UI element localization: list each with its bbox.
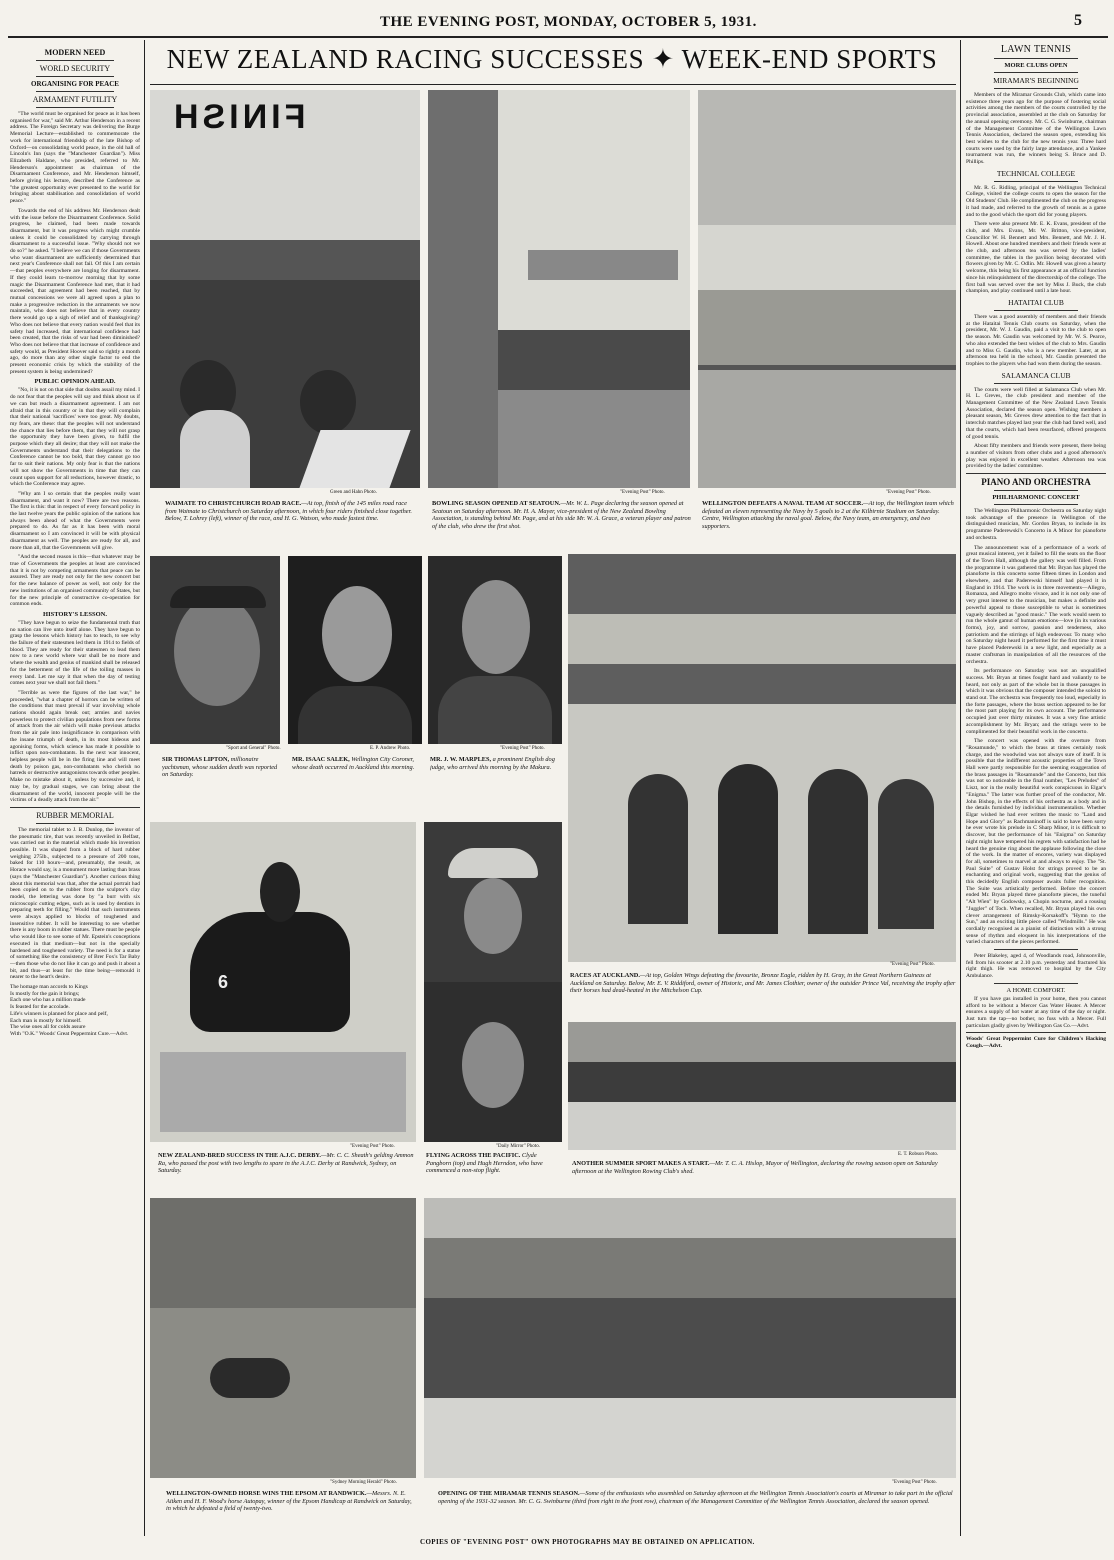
article-paragraph: "And the second reason is this—that whatever may be true of Governments the peoples at least are convinced that it is not by competing armaments that peace can be assured. They are ready not only for the new concert but for the new balance of power as well, not only for the new institutions of an organised community of States, but for the new principle of constructive co-operation for common ends. <box>10 554 140 608</box>
caption-title: FLYING ACROSS THE PACIFIC. <box>426 1152 521 1159</box>
team-photo-bottom <box>698 370 956 488</box>
article-paragraph: The announcement was of a performance of a work of great musical interest, yet it failed to fill the seats on the floor of the Town Hall, although the gallery was well filled. From the programme it was gathered that Mr. Bryan has played the pianoforte in this concerto some fifteen times in London and elsewhere, and that Paderewski himself had played it in England in 1914. The work is in three movements—Allegro, Romanza, and Allegro molto vivace, and it is not only one of very great interest to the musician, but makes a definite and powerful appeal to those susceptible to what is sometimes vaguely described as "good music." The work would seem to run the whole gamut of human emotions—love (in its various forms), joy, and sorrow, passion and tenderness, also patriotism and the stirrings of high endeavour. To many who on Saturday night heard it performed for the first time it must have placed Paderewski in a new light, and especially as a master craftsman in manipulation of all the resources of the orchestra. <box>966 544 1106 665</box>
photo-jw-marples <box>428 556 562 744</box>
caption-waimate <box>165 500 420 546</box>
caption-body: —At top, Golden Wings defeating the favourite, Bronze Eagle, ridden by H. Gray, in the Great Northern Guineas at Auckland on Saturday. Below, Mr. E. V. Riddiford, owner of Historic, and Mr. James Clothier, owner of the outsider Prince Val, receiving the trophy after their horses had dead-heated in the Mitchelson Cup. <box>570 972 956 995</box>
article-paragraph: Its performance on Saturday was not an unqualified success. Mr. Bryan at times fought hard and valiantly to be heard, not only as part of the whole but in those passages in which it was obvious that the composer intended the soloist to stand out. The orchestra was frequently too loud, especially in the forte passages, where the brass section appeared to be for the most part playing for its own account. The performance occupied just over thirty minutes. It was a very fine artistic accomplishment by Mr. Bryan; and the strings were to be complimented for their beautiful work in the concerto. <box>966 668 1106 735</box>
left-column <box>10 46 140 1534</box>
yachting-cap <box>170 586 266 608</box>
person <box>808 769 868 934</box>
photo-credit: "Evening Post" Photo. <box>892 1480 937 1485</box>
caption-title: BOWLING SEASON OPENED AT SEATOUN. <box>432 500 561 507</box>
right-column-subtitle: MIRAMAR'S BEGINNING <box>993 76 1079 85</box>
caption-body: Clyde Pangborn (top) and Hugh Herndon, who have commenced a non-stop flight. <box>426 1152 543 1175</box>
article-paragraph: There was a good assembly of members and their friends at the Hataitai Tennis Club courts on Saturday, when the president, Mr. W. J. Gaudin, paid a visit to the club to open the season. Mr. Gaudin was welcomed by Mr. W. S. Pearce, who also extended the best wishes of the club to Mrs. Gaudin and to Miss G. Gaudin, who is a new member. Later, at an afternoon tea held in the school, Mr. Gaudin presented the trophies to the players who had won them during the season. <box>966 313 1106 367</box>
divider <box>36 91 114 92</box>
photo-credit: "Evening Post" Photo. <box>500 746 545 751</box>
caption-body: —Mr. W. L. Page declaring the season opened at Seatoun on Saturday afternoon. Mr. H. A. Mayer, vice-president of the New Zealand Bowling Association, is standing behind Mr. Page, and at his side Mr. W. A. Grace, a veteran player and patron of the club, who drew the first shot. <box>432 500 691 530</box>
caption-miramar <box>438 1490 956 1530</box>
right-column-title: LAWN TENNIS <box>1000 44 1072 55</box>
article-paragraph: If you have gas installed in your home, then you cannot afford to be without a Mercer Gas Water Heater. A Mercer ensures a supply of hot water at any time of the day or night. Just turn the tap—no bother, no fuss with a Mercer. Full particulars gladly given by Wellington Gas Co.—Advt. <box>966 995 1106 1029</box>
divider <box>994 181 1078 182</box>
divider <box>994 949 1078 950</box>
page-number: 5 <box>1074 12 1082 29</box>
spectators <box>568 1102 956 1150</box>
divider <box>994 72 1078 73</box>
trophy <box>180 410 250 488</box>
divider <box>994 490 1078 491</box>
caption-title: ANOTHER SUMMER SPORT MAKES A START. <box>572 1160 710 1167</box>
bowling-green <box>498 390 690 488</box>
article-paragraph: The concert was opened with the overture from "Rosamunde," to which the brass at times certainly took charge, and the woodwind was not always sure of itself. It is possible that the indifferent acoustic properties of the Town Hall were partly responsible for the seeming exaggeration of the brass passages in "Rosamunde" and the Concerto, but this was not so noticeable in the final number, "Les Preludes" of Liszt, nor in the really beautiful work conspicuous in Elgar's "Enigma." The latter was further proof of the conductor, Mr. John Bishop, in the effects of his orchestra as a body and in the details furnished by individual instrumentalists. Whether Elgar wished he had ever written the music to "Land and Hope and Glory" as Rachmaninoff is said to have been sorry he ever wrote his prelude in C Sharp Minor, it is difficult to discover, but the performance of his "Enigma" on Saturday night might have tempered his regrets with satisfaction had he heard the genuine ring about the applause following the close of the work. In the matter of encores, variety was displayed for all, sometimes to marvel at and always to enjoy. The "St. Paul Suite" of Gustav Holst for strings proved to be an enchanting and original work, suggesting that the genius of this decidedly English composer awaits fuller recognition. The Suite was artistically performed. Before the concert ended Mr. Bryan played three pianoforte pieces, the tuneful "Alt Wien" by Godowsky, a Chopin nocturne, and a rousing "Juggler" of Toch. When recalled, Mr. Bryan played his own clever arrangement of Rimsky-Korsakoff's "Hymn to the Sun," and an exciting little piece called "Windmills." He was cordially recognised as a pianist of distinction with a strong sense of rhythm and eloquent in his interpretations of the varied characters of the pieces performed. <box>966 738 1106 946</box>
photo-copies-notice: COPIES OF "EVENING POST" OWN PHOTOGRAPHS MAY BE OBTAINED ON APPLICATION. <box>420 1538 755 1546</box>
pitch <box>698 290 956 365</box>
divider <box>36 60 114 61</box>
divider <box>994 983 1078 984</box>
column-rule-right <box>960 40 961 1536</box>
photo-rowing-season <box>568 1022 956 1150</box>
section-heading: PUBLIC OPINION AHEAD. <box>34 378 116 386</box>
masthead-rule <box>8 36 1108 38</box>
caption-title: WELLINGTON DEFEATS A NAVAL TEAM AT SOCCER. <box>702 500 864 507</box>
sash <box>299 430 410 488</box>
right-column <box>966 40 1106 1534</box>
person <box>628 774 688 924</box>
portrait-face <box>462 580 530 674</box>
photo-thomas-lipton <box>150 556 280 744</box>
advert-line: Woods' Great Peppermint Cure for Children's Hacking Cough.—Advt. <box>966 1036 1106 1050</box>
hat <box>448 848 538 878</box>
rider-head <box>300 370 356 434</box>
grandstand <box>150 1198 416 1308</box>
divider <box>994 88 1078 89</box>
article-paragraph: Members of the Miramar Grounds Club, which came into existence three years ago for the purpose of fostering social activities among the members of the courts controlled by the provincial association, assembled at the club on Saturday for the annual opening ceremony. Mr. C. G. Swinburne, chairman of the Management Committee of the Wellington Lawn Tennis Association, declared the season open, extending his best wishes to the club for the new tennis year. Three hard courts were used by the fairly large attendance, and a Yankee tournament was run, the winners being S. Bruce and D. Phillips. <box>966 92 1106 166</box>
caption-body: a prominent English dog judge, who arrived this morning by the Makura. <box>430 756 555 771</box>
section-heading: HATAITAI CLUB <box>1008 297 1064 307</box>
divider <box>966 1032 1106 1033</box>
photo-credit: "Evening Post" Photo. <box>890 962 935 967</box>
article-paragraph: "Why am I so certain that the peoples really want disarmament, and want it now? There are two reasons. The first is this: that in respect of every forward policy in the last twelve years the public opinion of the nations has always been ahead of what the Governments were prepared to do. As far as it has been with moral disarmament so I am convinced it will be with physical disarmament as well. The peoples are ready for all, and more than all, that the Governments will give. <box>10 490 140 551</box>
caption-title: MR. ISAAC SALEK, <box>292 756 350 763</box>
caption-auckland <box>570 972 956 1018</box>
caption-title: OPENING OF THE MIRAMAR TENNIS SEASON. <box>438 1490 580 1497</box>
article-paragraph: Towards the end of his address Mr. Henderson dealt with the issue before the Disarmament Conference. Solid progress, he claimed, had been made towards disarmament, but it was progress which might crumble unless it could be consolidated by carrying through disarmament to a successful issue. "Why should not we do so?" he asked. "I believe we can if those Governments who want disarmament are sufficiently determined that next year's Conference shall not fail. Of this I am certain—that peoples everywhere are longing for disarmament. If they could learn to-morrow morning that by some magic the Disarmament Conference had met, that it had succeeded, that agreement had been reached, that by mutual concessions we were all agreed upon a plan to make a progressive reduction in the armaments we now maintain, who does not believe that in every country there would go up a sigh of relief and of thanksgiving? Who does not believe that every nation would feel that its safety had increased, that international confidence had been created, that the risks of war had been diminished? Who does not believe that that increase of confidence and safety would, as President Hoover said so rightly a month ago, do more than any other single factor to end the present economic crisis by which the stability of the present system is being undermined? <box>10 207 140 375</box>
horse <box>210 1358 290 1398</box>
right-column-subtitle: MORE CLUBS OPEN <box>1004 62 1068 69</box>
person <box>878 779 934 929</box>
photo-isaac-salek <box>288 556 422 744</box>
photo-auckland-races <box>568 554 956 962</box>
section-subheading: PHILHARMONIC CONCERT <box>992 494 1080 502</box>
person <box>718 764 778 934</box>
caption-body: —Messrs. N. E. Aitken and H. F. Wood's horse Autopay, winner of the Epsom Handicap at Randwick on Saturday, in which he defeated a field of twenty-two. <box>166 1490 412 1513</box>
photo-soccer-naval <box>698 90 956 488</box>
caption-marples <box>430 756 564 800</box>
divider <box>994 58 1078 59</box>
horse <box>190 912 350 1032</box>
pavilion <box>528 250 678 280</box>
caption-soccer <box>702 500 958 546</box>
portrait-face <box>174 596 260 706</box>
building <box>428 90 498 488</box>
photo-sky <box>498 90 690 330</box>
section-heading: A HOME COMFORT. <box>1006 986 1066 994</box>
left-column-subtitle: ORGANISING FOR PEACE <box>31 80 119 88</box>
caption-body: —Some of the enthusiasts who assembled on Saturday afternoon at the Wellington Tennis Association's courts at Miramar to take part in the official opening of the 1931-32 season. Mr. C. G. Swinburne (third from right in the front row), chairman of the Management Committee of the Wellington Tennis Association, declared the season opened. <box>438 1490 953 1505</box>
article-paragraph: The Wellington Philharmonic Orchestra on Saturday night took advantage of the presence in Wellington of the distinguished musician, Mr. Gordon Bryan, to include in its programme Paderewski's Concerto in A Minor for pianoforte and orchestra. <box>966 508 1106 541</box>
article-paragraph: About fifty members and friends were present, there being a number of visitors from other clubs and a good afternoon's play was enjoyed in excellent weather. Afternoon tea was provided by the ladies' committee. <box>966 443 1106 470</box>
portrait-face <box>464 878 522 954</box>
photo-waimate-road-race <box>150 90 420 488</box>
caption-salek <box>292 756 422 800</box>
caption-title: MR. J. W. MARPLES, <box>430 756 492 763</box>
portrait-shoulders <box>298 686 412 744</box>
left-column-subtitle: WORLD SECURITY <box>39 64 111 73</box>
caption-title: RACES AT AUCKLAND. <box>570 972 640 979</box>
caption-lipton <box>162 756 282 800</box>
caption-title: WAIMATE TO CHRISTCHURCH ROAD RACE. <box>165 500 302 507</box>
shed-roof <box>568 1022 956 1062</box>
finish-banner: FINISH <box>170 98 306 136</box>
section-heading: HISTORY'S LESSON. <box>43 610 107 618</box>
masthead <box>0 8 1114 38</box>
caption-body: millionaire yachtsman, whose sudden death was reported on Saturday. <box>162 756 278 779</box>
page-headline: NEW ZEALAND RACING SUCCESSES ✦ WEEK-END SPORTS <box>166 44 938 74</box>
headline-rule <box>150 84 956 85</box>
photo-credit: E. P. Andrew Photo. <box>370 746 411 751</box>
section-heading: SALAMANCA CLUB <box>1001 370 1071 380</box>
divider <box>994 504 1078 505</box>
back-rows <box>424 1238 956 1298</box>
caption-body: —At top, finish of the 145 miles road race from Waimate to Christchurch on Saturday afternoon, in which four riders finished close together. Below, T. Lohrey (left), winner of the race, and H. G. Watson, who made fastest time. <box>165 500 412 523</box>
section-heading: RUBBER MEMORIAL <box>36 810 114 820</box>
portrait-shoulders <box>438 676 552 744</box>
photo-sky <box>424 1198 956 1238</box>
caption-rowing <box>572 1160 958 1190</box>
article-paragraph: Peter Blakeley, aged 4, of Woodlands road, Johnsonville, fell from his scooter at 2.10 p.m. yesterday and fractured his right thigh. He was removed to hospital by the City Ambulance. <box>966 953 1106 980</box>
divider <box>36 107 114 108</box>
caption-title: SIR THOMAS LIPTON, <box>162 756 230 763</box>
divider <box>994 310 1078 311</box>
verse-advert: The homage man accords to Kings Is mostly for the gain it brings; Each one who has a million made Is feasted for the accolade. Life's winners is planned for place and pelf, Each man is mostly for himself. The wise ones all for colds assure With "O.K." Woods' Great Peppermint Cure.—Advt. <box>10 984 129 1037</box>
left-column-subtitle: ARMAMENT FUTILITY <box>32 95 118 104</box>
team-photo-top <box>698 90 956 225</box>
caption-body: Wellington City Coroner, whose death occurred in Auckland this morning. <box>292 756 415 771</box>
article-paragraph: Mr. R. G. Ridling, principal of the Wellington Technical College, visited the college courts to open the season for the Old Students' Club. He complimented the club on the progress it had made, and referred to the growth of tennis as a game and to the good which the sport did for young players. <box>966 184 1106 218</box>
photo-ajc-derby <box>150 822 416 1142</box>
photo-credit: Green and Hahn Photo. <box>330 490 377 495</box>
caption-body: —Mr. T. C. A. Hislop, Mayor of Wellington, declaring the rowing season open on Saturday afternoon at the Wellington Rowing Club's shed. <box>572 1160 938 1175</box>
photo-credit: "Daily Mirror" Photo. <box>496 1144 540 1149</box>
section-heading: TECHNICAL COLLEGE <box>996 168 1076 178</box>
photo-credit: "Evening Post" Photo. <box>620 490 665 495</box>
article-paragraph: "They have begun to seize the fundamental truth that no nation can live unto itself alone. They have begun to grasp the lessons which history has to teach, to see why the failure of their statesmen led them in 1914 to fields of blood. They are ready for their statesmen to lead them now to a new world where war shall be no more and where the wealth and genius of mankind shall be released for the betterment of the life of the toiling masses in every land. Let me say it that when the day of testing comes next year we shall not fail them." <box>10 619 140 687</box>
caption-body: —At top, the Wellington team which defeated an eleven representing the Navy by 5 goals to 2 at the Kilbirnie Stadium on Saturday. Centre, Wellington attacking the naval goal. Below, the Navy team, an emergency, and two supporters. <box>702 500 954 530</box>
photo-credit: "Evening Post" Photo. <box>350 1144 395 1149</box>
photo-credit: E. T. Robson Photo. <box>898 1152 939 1157</box>
photo-bowling-seatoun <box>428 90 690 488</box>
photo-crowd <box>150 240 420 280</box>
saddle-cloth-number: 6 <box>218 972 229 992</box>
photo-credit: "Evening Post" Photo. <box>886 490 931 495</box>
caption-body: —Mr. C. C. Sheath's gelding Ammon Ra, who passed the post with two lengths to spare in the A.J.C. Derby at Randwick, Sydney, on Saturday. <box>158 1152 414 1175</box>
caption-bowling <box>432 500 694 546</box>
masthead-title: THE EVENING POST, MONDAY, OCTOBER 5, 1931. <box>380 14 757 30</box>
caption-title: WELLINGTON-OWNED HORSE WINS THE EPSOM AT RANDWICK. <box>166 1490 367 1497</box>
jockey <box>260 862 300 922</box>
article-paragraph: "No, it is not on that side that doubts assail my mind. I do not fear that the peoples will say and think about us if we can but reach a disarmament agreement. I am not afraid that in this country or in that they will complain that their national 'sacrifices' were too great. My doubts, my fears, are these: that the peoples will not understand the chance that lies before them, that they will not grasp the opportunity they have been given, to fulfil the purpose which they all desire; that they will not make the Governments understand that their delegations to the Conference cannot be too bold, that they cannot go too far to suit their nations. My only fear is that the nations will not show the Governments in time that they can count upon support for all reductions, however drastic, to which the Conference may agree. <box>10 387 140 488</box>
article-paragraph: "The world must be organised for peace as it has been organised for war," said Mr. Arthur Henderson in a recent address. The Foreign Secretary was delivering the Burge Memorial Lecture—established to commemorate the work for international friendship of the late Bishop of Oxford—on consolidating world peace, in the old hall of Lincoln's Inn (says the "Manchester Guardian"). Miss Elizabeth Haldane, who presided, referred to Mr. Henderson's appointment as chairman of the Disarmament Conference, and Mr. Henderson himself, before giving his lecture, described the Conference as "the greatest opportunity ever presented to the world for bringing about stabilisation and consolidation of world peace." <box>10 111 140 205</box>
section-heading: PIANO AND ORCHESTRA <box>981 477 1091 488</box>
racetrack <box>568 614 956 664</box>
article-paragraph: The memorial tablet to J. B. Dunlop, the inventor of the pneumatic tire, that was recently unveiled in Belfast, was carried out in the material which made his invention possible. It was shaped from a block of hard rubber weighing 275lb., subjected to a pressure of 200 tons, baked for 110 hours—and, presumably, the result, as Horace would say, is a monument more lasting than brass (says the "Manchester Guardian"). Another curious thing about this memorial was that, after the actual portrait had been copied on to the rubber from the sculptor's clay model, the lettering was done by "a burr with six microscopic cutting edges, such as is used by dentists in preparing teeth for filling." Would that such instruments were always applied to blocks of toughened and insensitive rubber. It will be interesting to see whether there is any boom in rubber statues. There must be people who would like to see some of Mr. Epstein's conceptions executed in that medium—but not in the specially hardened and toughened variety. The need is for a statue of something like the consistency of Brer Fox's Tar Baby—then those who do not like it can go and push it about a bit, and thus—at least for the time being—remould it nearer to the heart's desire. <box>10 826 140 981</box>
divider <box>36 823 114 824</box>
left-column-title: MODERN NEED <box>44 48 106 57</box>
divider <box>36 76 114 77</box>
article-paragraph: The courts were well filled at Salamanca Club when Mr. H. L. Greves, the club president and member of the Management Committee of the New Zealand Lawn Tennis Association, declared the season open. Wishing members a pleasant season, Mr. Greves drew attention to the fact that in interclub matches played last year the club had fared well, and that the courts, which had been resurfaced, offered prospects of good tennis. <box>966 386 1106 440</box>
ground <box>160 1052 406 1132</box>
caption-derby <box>158 1152 418 1192</box>
article-paragraph: "Terrible as were the figures of the last war," he proceeded, "what a chapter of horrors can be written of the conditions that must prevail if war involving whole nations should again break out; armies and navies powerless to protect civilian populations from new forms of attack from the air which will make previous attacks from the air pale into insignificance in comparison with the insane triumph of death, in its most hideous and agonising forms, which science has made it possible to inflict upon non-combatants. In the next war innocent, helpless people will be in the firing line and will meet death by poison gas, non-combatants who cherish no hatreds or destructive antagonisms towards other peoples. Make no mistake about it, unless by successive and, it may be, by gradual stages, we can bring about the disarmament of the world, innocent people will be the victims of a deadly attack from the air." <box>10 689 140 804</box>
portrait-face <box>462 1022 524 1108</box>
photo-credit: "Sydney Morning Herald" Photo. <box>330 1480 397 1485</box>
photo-pacific-flyers <box>424 822 562 1142</box>
photo-epsom-randwick <box>150 1198 416 1478</box>
divider <box>966 473 1106 474</box>
article-paragraph: There were also present Mr. E. K. Evans, president of the club, and Mrs. Evans, Mr. W. Britton, vice-president, Councillor W. H. Bennett and Mrs. Bennett, and Mr. J. H. Howell. About one hundred members and their friends were at the club, and afternoon tea was served by the ladies' committee, the tables in the pavilion being decorated with flowers given by Mr. C. Odlin. Mr. Howell was given a hearty welcome, this being his first appearance at an official function since his relinquishment of the directorship of the college. The first ball was served over the net by Miss J. Buck, the club champion, and play continued until a late hour. <box>966 221 1106 295</box>
portrait-face <box>322 586 392 682</box>
caption-title: NEW ZEALAND-BRED SUCCESS IN THE A.J.C. DERBY. <box>158 1152 321 1159</box>
caption-pacific <box>426 1152 562 1196</box>
divider <box>10 807 140 808</box>
caption-epsom <box>166 1490 416 1530</box>
photo-miramar-tennis <box>424 1198 956 1478</box>
photo-credit: "Sport and General" Photo. <box>226 746 281 751</box>
column-rule-left <box>144 40 145 1536</box>
divider <box>994 383 1078 384</box>
front-row <box>424 1398 956 1478</box>
